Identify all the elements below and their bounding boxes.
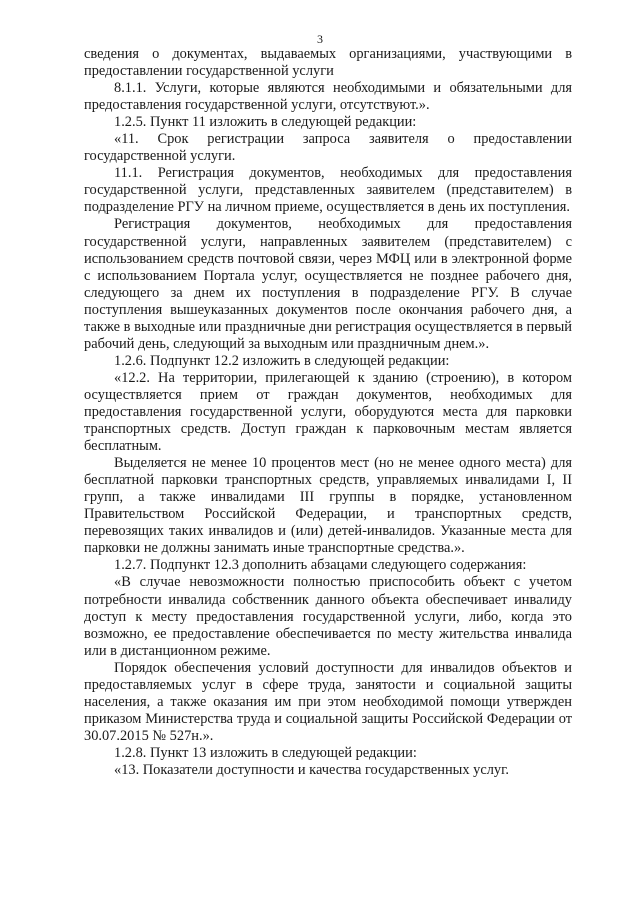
- paragraph-parking-disabled: Выделяется не менее 10 процентов мест (но не менее одного места) для бесплатной парковки транспортных средств, управляемых инвалидами I, II групп, а также инвалидами III группы в порядке, установленном Правительством Российской Федерации, и транспортных средств, перевозящих таких инвалидов и (или) детей-инвалидов. Указанные места для парковки не должны занимать иные транспортные средства.».: [84, 455, 572, 557]
- paragraph-1-2-8: 1.2.8. Пункт 13 изложить в следующей редакции:: [114, 744, 417, 761]
- paragraph-1-2-6: 1.2.6. Подпункт 12.2 изложить в следующей редакции:: [114, 352, 450, 369]
- page-number: 3: [317, 32, 323, 46]
- paragraph-registration-remote: Регистрация документов, необходимых для предоставления государственной услуги, направленных заявителем (представителем) с использованием средств почтовой связи, через МФЦ или в электронной форме с использованием Портала услуг, осуществляется не позднее рабочего дня, следующего за днем их поступления в подразделение РГУ. В случае поступления вышеуказанных документов после окончания рабочего дня, а также в выходные или праздничные дни регистрация осуществляется в первый рабочий день, следующий за выходным или праздничным днем.».: [84, 216, 572, 352]
- paragraph-accessibility-order: Порядок обеспечения условий доступности для инвалидов объектов и предоставляемых услуг в сфере труда, занятости и социальной защиты населения, а также оказания им при этом необходимой помощи утвержден приказом Министерства труда и социальной защиты Российской Федерации от 30.07.2015 № 527н.».: [84, 659, 572, 744]
- paragraph-12-2: «12.2. На территории, прилегающей к зданию (строению), в котором осуществляется прием от граждан документов, необходимых для предоставления государственной услуги, оборудуются места для парковки транспортных средств. Доступ граждан к парковочным местам является бесплатным.: [84, 369, 572, 455]
- paragraph-1-2-5: 1.2.5. Пункт 11 изложить в следующей редакции:: [114, 114, 417, 131]
- paragraph-1-2-7: 1.2.7. Подпункт 12.3 дополнить абзацами следующего содержания:: [114, 557, 527, 574]
- paragraph-11-1: 11.1. Регистрация документов, необходимых для предоставления государственной услуги, представленных заявителем (представителем) в подразделение РГУ на личном приеме, осуществляется в день их поступления.: [84, 165, 572, 216]
- paragraph-documents-info: сведения о документах, выдаваемых организациями, участвующими в предоставлении государственной услуги: [84, 46, 572, 80]
- paragraph-item-11: «11. Срок регистрации запроса заявителя о предоставлении государственной услуги.: [84, 131, 572, 165]
- paragraph-item-13: «13. Показатели доступности и качества государственных услуг.: [114, 761, 509, 778]
- paragraph-accessibility-fallback: «В случае невозможности полностью приспособить объект с учетом потребности инвалида собственник данного объекта обеспечивает инвалиду доступ к месту предоставления государственной услуги, либо, когда это возможно, ее предоставление обеспечивается по месту жительства инвалида или в дистанционном режиме.: [84, 574, 572, 659]
- document-body: [84, 46, 572, 779]
- paragraph-8-1-1: 8.1.1. Услуги, которые являются необходимыми и обязательными для предоставления государственной услуги, отсутствуют.».: [84, 80, 572, 114]
